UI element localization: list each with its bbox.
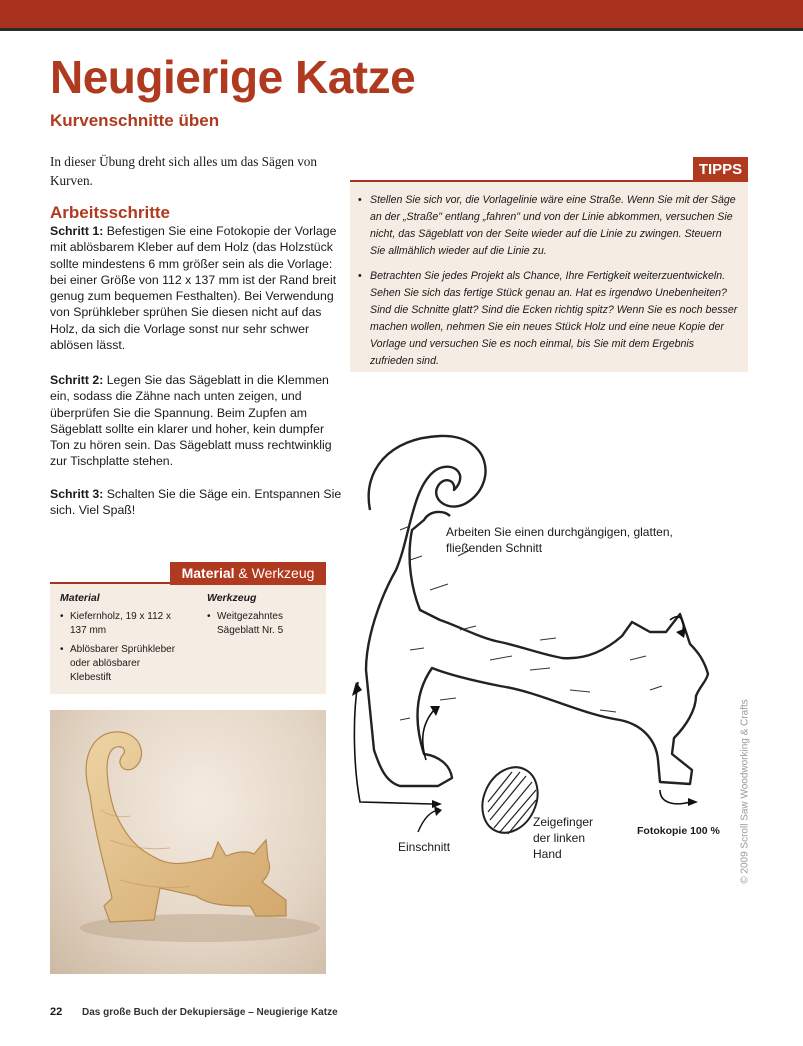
header-bar xyxy=(0,0,803,28)
material-item: • Kiefernholz, 19 x 112 x 137 mm xyxy=(60,610,180,638)
finished-cat-photo xyxy=(50,710,326,974)
tips-rule xyxy=(350,180,695,182)
cat-pattern-diagram xyxy=(340,420,760,860)
finger-label-1: Zeigefinger xyxy=(533,815,594,829)
page-title: Neugierige Katze xyxy=(50,51,416,103)
arrow-pointer-icon xyxy=(434,806,442,816)
materials-rule xyxy=(50,582,172,584)
step-1 xyxy=(50,223,342,353)
copyright-note: © 2009 Scroll Saw Woodworking & Crafts xyxy=(739,699,751,884)
step-2-text: Legen Sie das Sägeblatt in die Klemmen ein, sodass die Zähne nach unten zeigen, und überprüfen Sie die Spannung. Beim Zupfen am Sägeblatt sollte ein klarer und hoher, kein dumpfer Ton zu hören sein. Das Sägeblatt muss rechtwinklig zur Tischplatte stehen. xyxy=(50,373,332,469)
tips-tab: TIPPS xyxy=(693,157,748,182)
arrow-ear-icon xyxy=(676,628,686,638)
material-item: • Ablösbarer Sprühkleber oder ablösbarer Klebestift xyxy=(60,643,180,685)
tool-item: • Weitgezahntes Sägeblatt Nr. 5 xyxy=(207,610,317,638)
entry-label: Einschnitt xyxy=(398,840,451,854)
tool-heading: Werkzeug xyxy=(207,592,257,604)
paw-arrow xyxy=(660,790,690,804)
arrow-paw-icon xyxy=(688,798,698,806)
tool-list xyxy=(207,610,317,643)
cat-outline xyxy=(366,436,708,786)
photocopy-label: Fotokopie 100 % xyxy=(637,825,720,837)
steps-heading: Arbeitsschritte xyxy=(50,203,170,222)
footer-title: Das große Buch der Dekupiersäge – Neugierige Katze xyxy=(82,1007,338,1018)
step-2-label: Schritt 2: xyxy=(50,373,104,387)
material-heading: Material xyxy=(60,592,100,604)
finger-label-2: der linken xyxy=(533,831,586,845)
materials-tab xyxy=(170,562,326,585)
tips-list xyxy=(358,192,738,378)
wooden-cat-illustration xyxy=(50,710,326,974)
step-3 xyxy=(50,486,342,519)
step-2 xyxy=(50,372,342,470)
page-number: 22 xyxy=(50,1006,63,1018)
finger-label-3: Hand xyxy=(533,847,562,861)
materials-tab-bold: Material xyxy=(181,565,235,581)
arrow-entry-icon xyxy=(432,800,442,808)
header-rule xyxy=(0,28,803,31)
cut-arrow-inner xyxy=(423,710,434,760)
tip-item: • Betrachten Sie jedes Projekt als Chance, Ihre Fertigkeit weiterzuentwickeln. Sehen Sie sich das fertige Stück genau an. Hat es irgendwo Unebenheiten? Sind die Schnitte glatt? Sind die Ecken richtig spitz? Wenn Sie es noch besser machen wollen, nehmen Sie ein neues Stück Holz und eine neue Kopie der Vorlage und versuchen Sie es noch einmal, bis Sie mit dem Ergebnis zufrieden sind. xyxy=(358,268,738,370)
materials-tab-rest: & Werkzeug xyxy=(234,565,315,581)
intro-text: In dieser Übung dreht sich alles um das Sägen von Kurven. xyxy=(50,154,317,188)
tip-item: • Stellen Sie sich vor, die Vorlagelinie wäre eine Straße. Wenn Sie mit der Säge an der „Straße" entlang „fahren" und von der Linie abkommen, versuchen Sie nicht, das Sägeblatt von der Seite wieder auf die Linie zu zwingen. Steuern Sie allmählich wieder auf die Linie zu. xyxy=(358,192,738,260)
material-list xyxy=(60,610,180,690)
step-1-text: Befestigen Sie eine Fotokopie der Vorlage mit ablösbarem Kleber auf dem Holz (das Holzstück sollte mindestens 6 mm größer sein als die Vorlage: bei einer Größe von 112 x 137 mm ist der Rand breit genug zum bequemen Festhalten). Bei Verwendung von Sprühkleber sprühen Sie diesen nicht auf das Holz, da sich die Vorlage sonst nur sehr schwer ablösen lässt. xyxy=(50,224,337,353)
step-3-label: Schritt 3: xyxy=(50,487,104,501)
step-1-label: Schritt 1: xyxy=(50,224,104,238)
page-subtitle: Kurvenschnitte üben xyxy=(50,111,220,130)
cut-instruction-label: Arbeiten Sie einen durchgängigen, glatten, fließenden Schnitt xyxy=(446,525,673,555)
step-3-text: Schalten Sie die Säge ein. Entspannen Sie sich. Viel Spaß! xyxy=(50,487,342,518)
entry-pointer xyxy=(418,810,438,832)
